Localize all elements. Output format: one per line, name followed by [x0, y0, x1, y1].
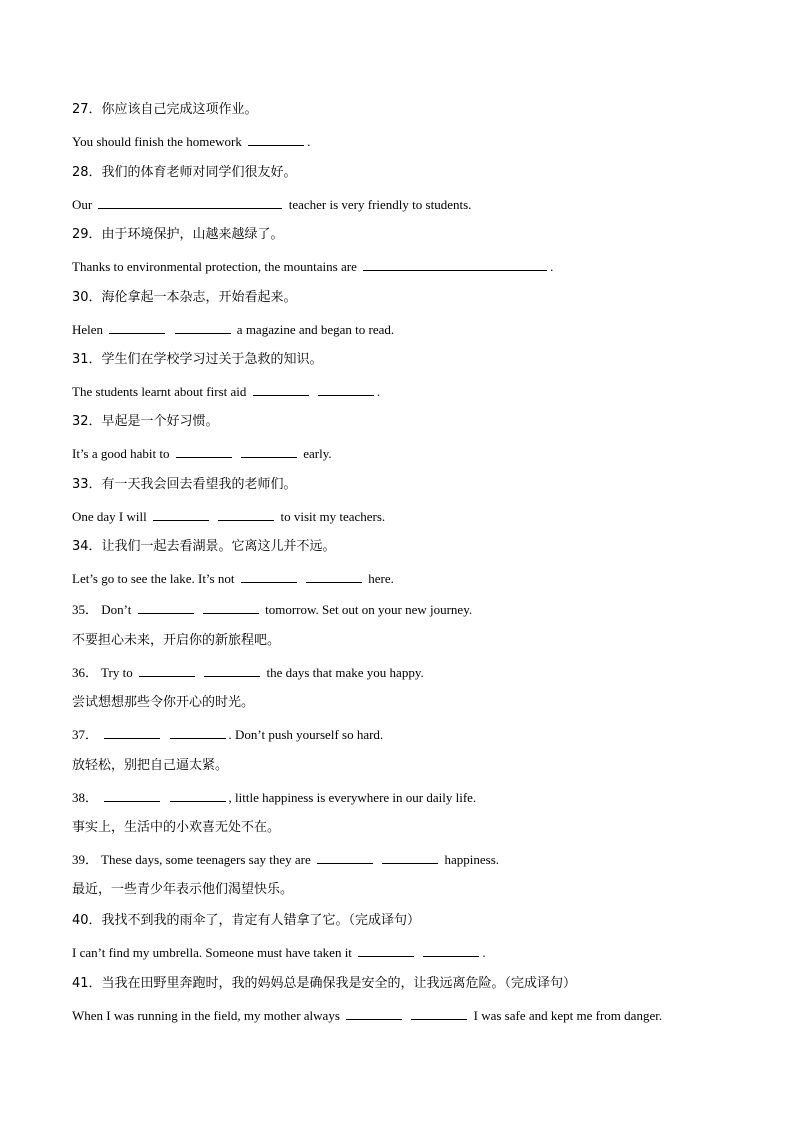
item-30-chinese: 30．海伦拿起一本杂志，开始看起来。 — [72, 290, 297, 305]
text-segment: One day I will — [72, 509, 150, 524]
item-34-chinese: 34．让我们一起去看湖景。它离这儿并不远。 — [72, 539, 336, 554]
text-segment: 38． — [72, 790, 102, 805]
answer-blank[interactable] — [318, 394, 374, 396]
answer-blank[interactable] — [241, 581, 297, 583]
item-38-chinese: 事实上，生活中的小欢喜无处不在。 — [72, 820, 281, 835]
item-37-chinese: 放轻松，别把自己逼太紧。 — [72, 758, 229, 773]
item-41-chinese: 41．当我在田野里奔跑时，我的妈妈总是确保我是安全的，让我远离危险。（完成译句） — [72, 976, 577, 991]
answer-blank[interactable] — [423, 955, 479, 957]
answer-blank[interactable] — [317, 862, 373, 864]
text-segment — [417, 945, 420, 960]
answer-blank[interactable] — [204, 675, 260, 677]
text-segment: Let’s go to see the lake. It’s not — [72, 571, 238, 586]
item-34-english — [72, 570, 394, 588]
text-segment — [163, 790, 166, 805]
item-31-english — [72, 383, 380, 401]
item-33-chinese: 33．有一天我会回去看望我的老师们。 — [72, 477, 297, 492]
text-segment: . — [376, 384, 381, 399]
item-29-english — [72, 258, 553, 276]
answer-blank[interactable] — [248, 144, 304, 146]
item-31-chinese: 31．学生们在学校学习过关于急救的知识。 — [72, 352, 323, 367]
item-41-english — [72, 1007, 662, 1025]
text-segment: Helen — [72, 322, 107, 337]
answer-blank[interactable] — [170, 800, 226, 802]
text-segment: here. — [364, 571, 394, 586]
text-segment: happiness. — [441, 852, 500, 867]
text-segment: You should finish the homework — [72, 134, 246, 149]
text-segment — [212, 509, 215, 524]
answer-blank[interactable] — [98, 207, 282, 209]
text-segment: 37． — [72, 727, 102, 742]
text-segment: early. — [300, 446, 332, 461]
answer-blank[interactable] — [104, 737, 160, 739]
text-segment: . — [307, 134, 311, 149]
text-segment: 36． Try to — [72, 665, 136, 680]
item-32-english — [72, 445, 332, 463]
text-segment: 39． These days, some teenagers say they are — [72, 852, 314, 867]
item-35-english — [72, 601, 472, 619]
answer-blank[interactable] — [218, 519, 274, 521]
answer-blank[interactable] — [175, 332, 231, 334]
answer-blank[interactable] — [306, 581, 362, 583]
text-segment — [198, 665, 201, 680]
item-28-chinese: 28．我们的体育老师对同学们很友好。 — [72, 165, 297, 180]
item-35-chinese: 不要担心未来，开启你的新旅程吧。 — [72, 633, 281, 648]
text-segment — [168, 322, 171, 337]
text-segment: 35． Don’t — [72, 602, 135, 617]
text-segment: I was safe and kept me from danger. — [470, 1008, 663, 1023]
text-segment: Our — [72, 197, 96, 212]
answer-blank[interactable] — [170, 737, 226, 739]
answer-blank[interactable] — [153, 519, 209, 521]
text-segment — [300, 571, 303, 586]
answer-blank[interactable] — [241, 456, 297, 458]
answer-blank[interactable] — [346, 1018, 402, 1020]
text-segment: to visit my teachers. — [277, 509, 386, 524]
item-39-english — [72, 851, 499, 869]
text-segment — [405, 1008, 408, 1023]
answer-blank[interactable] — [109, 332, 165, 334]
item-36-chinese: 尝试想想那些令你开心的时光。 — [72, 695, 255, 710]
answer-blank[interactable] — [358, 955, 414, 957]
text-segment — [235, 446, 238, 461]
text-segment: a magazine and began to read. — [233, 322, 395, 337]
item-39-chinese: 最近，一些青少年表示他们渴望快乐。 — [72, 882, 294, 897]
text-segment: teacher is very friendly to students. — [285, 197, 472, 212]
text-segment: It’s a good habit to — [72, 446, 173, 461]
item-38-english — [72, 789, 476, 807]
text-segment — [163, 727, 166, 742]
item-40-chinese: 40．我找不到我的雨伞了，肯定有人错拿了它。（完成译句） — [72, 913, 421, 928]
item-37-english — [72, 726, 383, 744]
item-33-english — [72, 508, 385, 526]
item-27-chinese: 27．你应该自己完成这项作业。 — [72, 102, 258, 117]
item-30-english — [72, 321, 394, 339]
text-segment: the days that make you happy. — [263, 665, 424, 680]
text-segment: . Don’t push yourself so hard. — [228, 727, 384, 742]
text-segment: tomorrow. Set out on your new journey. — [261, 602, 473, 617]
text-segment — [312, 384, 315, 399]
text-segment: Thanks to environmental protection, the mountains are — [72, 259, 361, 274]
answer-blank[interactable] — [138, 612, 194, 614]
text-segment: When I was running in the field, my mother always — [72, 1008, 344, 1023]
item-27-english — [72, 133, 310, 151]
answer-blank[interactable] — [104, 800, 160, 802]
answer-blank[interactable] — [253, 394, 309, 396]
text-segment: I can’t find my umbrella. Someone must have taken it — [72, 945, 356, 960]
answer-blank[interactable] — [363, 269, 547, 271]
text-segment: , little happiness is everywhere in our daily life. — [228, 790, 477, 805]
answer-blank[interactable] — [382, 862, 438, 864]
answer-blank[interactable] — [203, 612, 259, 614]
text-segment — [197, 602, 200, 617]
item-28-english — [72, 196, 471, 214]
text-segment — [376, 852, 379, 867]
text-segment: . — [550, 259, 554, 274]
answer-blank[interactable] — [176, 456, 232, 458]
item-32-chinese: 32．早起是一个好习惯。 — [72, 414, 219, 429]
answer-blank[interactable] — [139, 675, 195, 677]
item-36-english — [72, 664, 424, 682]
text-segment: The students learnt about first aid — [72, 384, 250, 399]
answer-blank[interactable] — [411, 1018, 467, 1020]
item-29-chinese: 29．由于环境保护，山越来越绿了。 — [72, 227, 284, 242]
text-segment: . — [482, 945, 486, 960]
item-40-english — [72, 944, 486, 962]
